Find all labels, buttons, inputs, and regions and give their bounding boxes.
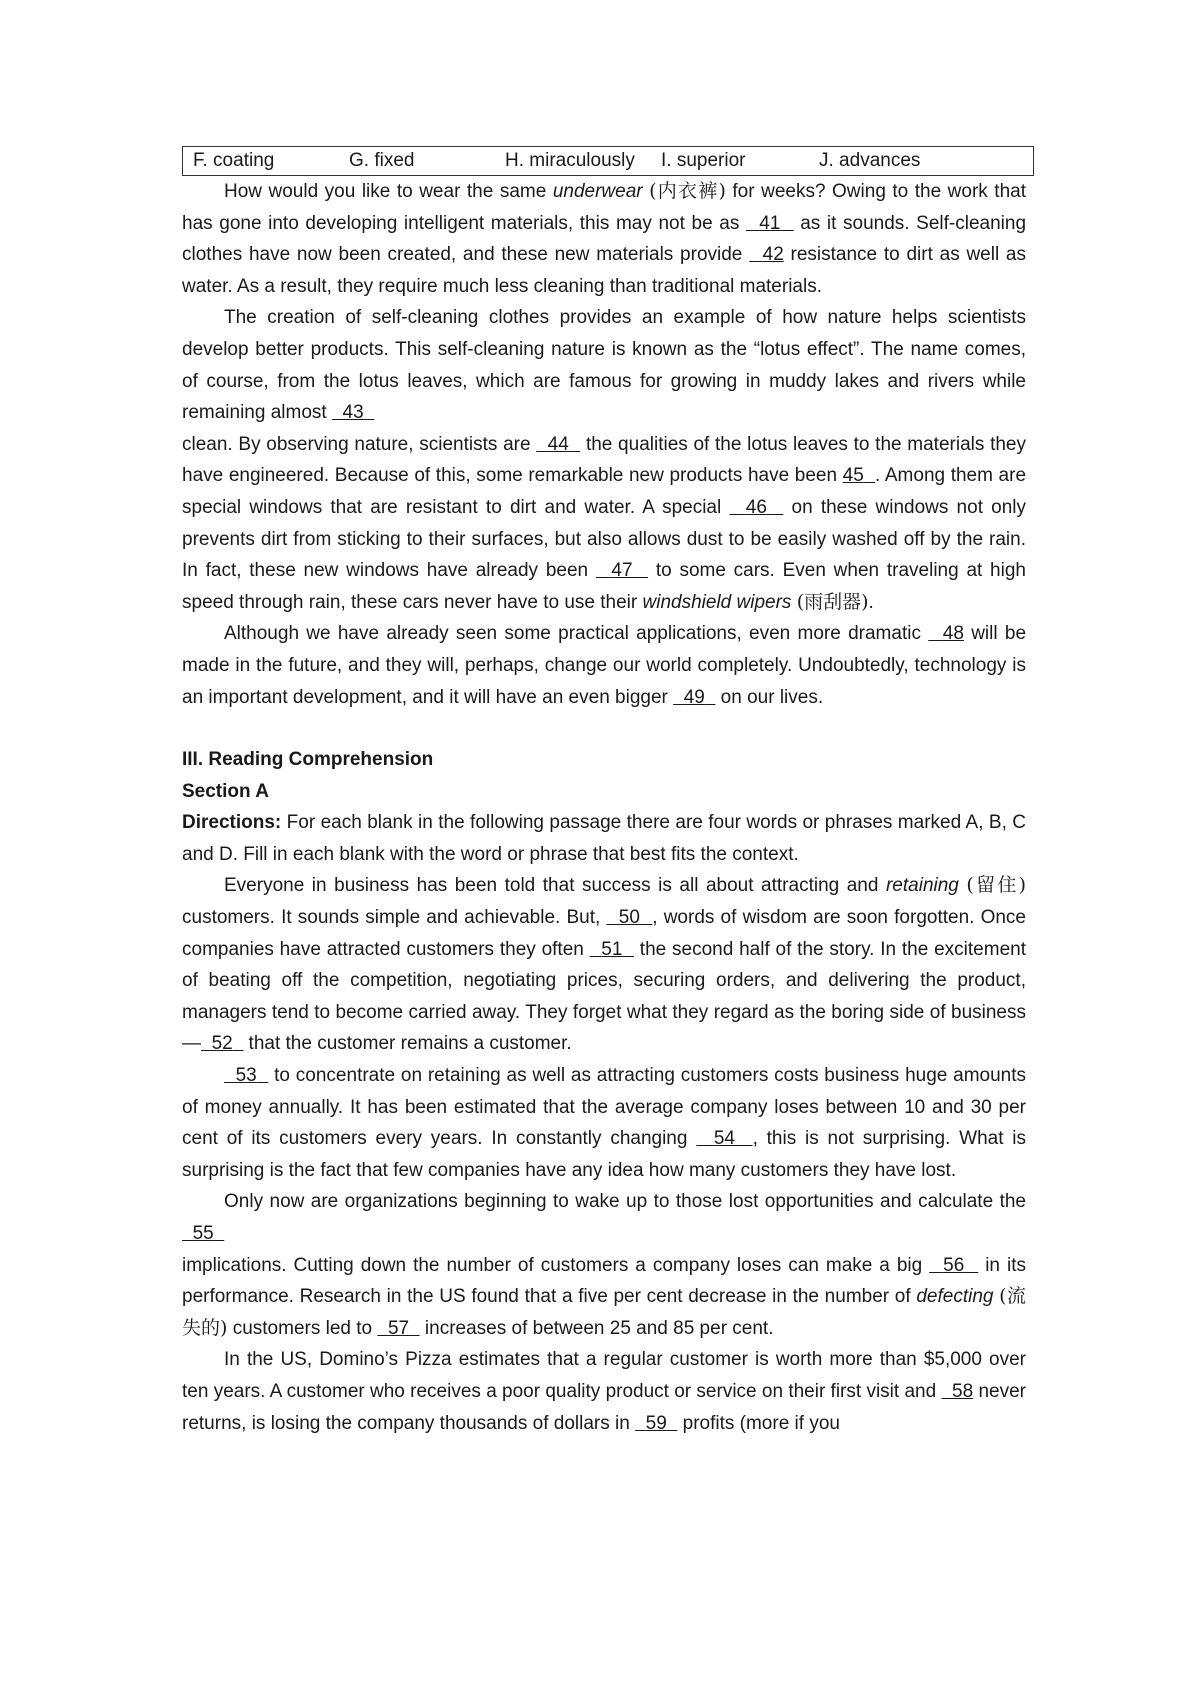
blank-49[interactable]: 49 <box>683 686 705 708</box>
blank-52[interactable]: 52 <box>211 1033 233 1055</box>
passage1-paragraph3: Although we have already seen some practical applications, even more dramatic 48 will be made in the future, and they will, perhaps, change our world completely. Undoubtedly, technology is an important development, and it will have an even bigger 49 on our lives. <box>182 623 1027 708</box>
passage2-paragraph1: Everyone in business has been told that success is all about attracting and retaining (留住) customers. It sounds simple and achievable. But, 50 , words of wisdom are soon forgotten. Once companies have attracted customers they often 51 the second half of the story. In the excitement of beating off the competition, negotiating prices, securing orders, and delivering the product, managers tend to become carried away. They forget what they regard as the boring side of business— 52 that the customer remains a customer. <box>182 874 1027 1055</box>
word-bank-item-i: I. superior <box>661 150 746 171</box>
blank-55[interactable]: 55 <box>192 1223 214 1244</box>
word-bank-item-h: H. miraculously <box>505 150 635 171</box>
blank-50[interactable]: 50 <box>618 907 640 929</box>
word-bank-item-j: J. advances <box>819 150 921 171</box>
blank-57[interactable]: 57 <box>387 1317 410 1339</box>
passage2-paragraph3: Only now are organizations beginning to wake up to those lost opportunities and calculate the 55 implications. Cutting down the number of customers a company loses can make a big 56 in its performance. Research in the US found that a five per cent decrease in the number of defecting (流失的) customers led to 57 increases of between 25 and 85 per cent. <box>182 1191 1027 1339</box>
directions <box>182 807 1026 870</box>
document-page <box>182 146 1026 1439</box>
blank-48[interactable]: 48 <box>942 623 964 645</box>
directions-text: For each blank in the following passage there are four words or phrases marked A, B, C and D. Fill in each blank with the word or phrase that best fits the context. <box>182 812 1026 865</box>
blank-44[interactable]: 44 <box>547 433 569 455</box>
blank-56[interactable]: 56 <box>943 1254 965 1276</box>
blank-53[interactable]: 53 <box>235 1065 257 1087</box>
directions-label: Directions: <box>182 812 282 834</box>
passage1-paragraph1: How would you like to wear the same underwear (内衣裤) for weeks? Owing to the work that has gone into developing intelligent materials, this may not be as 41 as it sounds. Self-cleaning clothes have now been created, and these new materials provide 42 resistance to dirt as well as water. As a result, they require much less cleaning than traditional materials. <box>182 180 1027 297</box>
blank-59[interactable]: 59 <box>645 1412 667 1434</box>
blank-43[interactable]: 43 <box>342 402 364 424</box>
word-bank-item-g: G. fixed <box>349 150 415 171</box>
blank-51[interactable]: 51 <box>601 938 623 960</box>
blank-46[interactable]: 46 <box>745 496 767 518</box>
blank-54[interactable]: 54 <box>713 1128 735 1150</box>
section-subtitle: Section A <box>182 780 269 802</box>
blank-41[interactable]: 41 <box>759 212 781 234</box>
word-bank-item-f: F. coating <box>193 150 275 171</box>
passage1-paragraph2: The creation of self-cleaning clothes provides an example of how nature helps scientists develop better products. This self-cleaning nature is known as the “lotus effect”. The name comes, of course, from the lotus leaves, which are famous for growing in muddy lakes and rivers while remaining almost 43 clean. By observing nature, scientists are 44 the qualities of the lotus leaves to the materials they have engineered. Because of this, some remarkable new products have been 45 . Among them are special windows that are resistant to dirt and water. A special 46 on these windows not only prevents dirt from sticking to their surfaces, but also allows dust to be easily washed off by the rain. In fact, these new windows have already been 47 to some cars. Even when traveling at high speed through rain, these cars never have to use their windshield wipers (雨刮器). <box>182 307 1027 613</box>
word-bank-box <box>182 146 1034 176</box>
section-title: III. Reading Comprehension <box>182 749 434 771</box>
passage2-paragraph4: In the US, Domino’s Pizza estimates that a regular customer is worth more than $5,000 over ten years. A customer who receives a poor quality product or service on their first visit and 58 never returns, is losing the company thousands of dollars in 59 profits (more if you <box>182 1349 1027 1434</box>
blank-45[interactable]: 45 <box>842 465 864 487</box>
blank-47[interactable]: 47 <box>611 560 633 582</box>
blank-58[interactable]: 58 <box>952 1380 974 1402</box>
passage2-paragraph2: 53 to concentrate on retaining as well as attracting customers costs business huge amounts of money annually. It has been estimated that the average company loses between 10 and 30 per cent of its customers every years. In constantly changing 54 , this is not surprising. What is surprising is the fact that few companies have any idea how many customers they have lost. <box>182 1065 1027 1181</box>
blank-42[interactable]: 42 <box>762 244 784 266</box>
